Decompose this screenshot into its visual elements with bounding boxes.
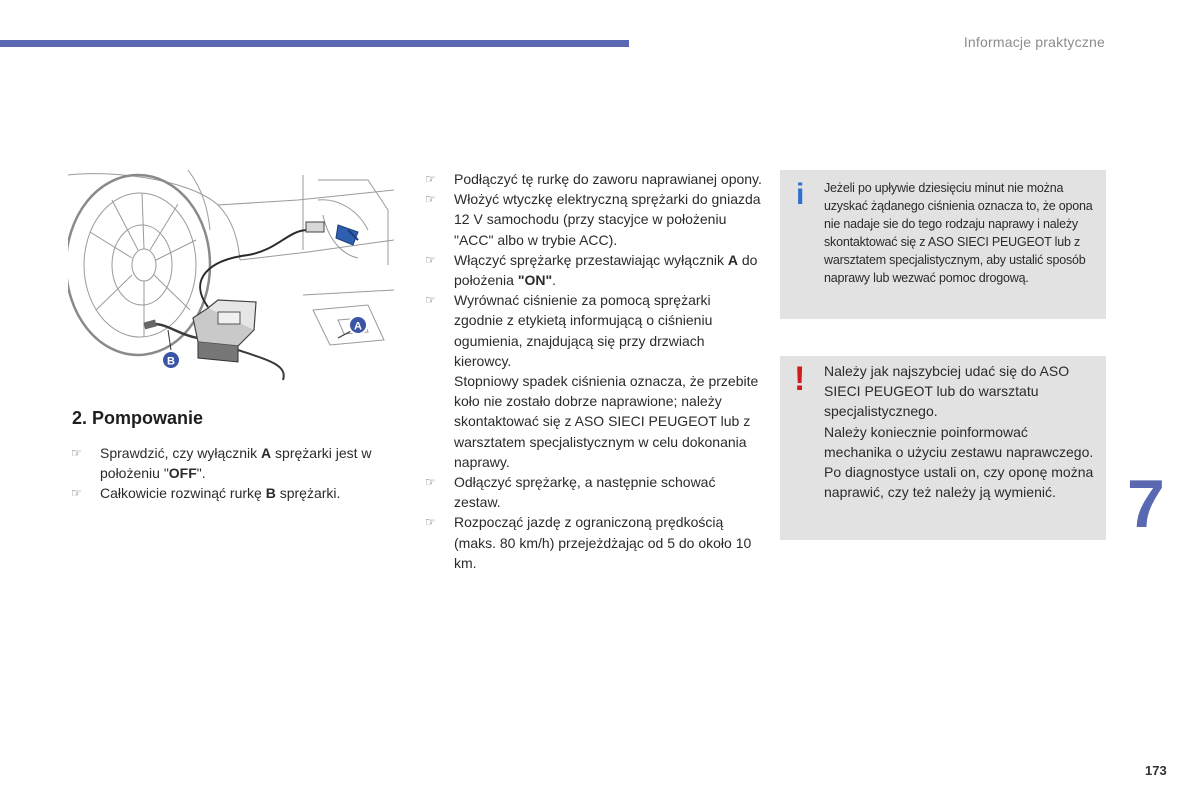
step-text: sprężarki jest w położeniu " [100, 445, 372, 482]
header-accent-bar [0, 40, 629, 47]
compressor-illustration [68, 170, 394, 386]
step-text-bold: A [727, 251, 738, 268]
step-text: ". [196, 465, 206, 482]
step-text: sprężarki. [275, 485, 341, 502]
warning-note-box [780, 356, 1106, 540]
step-item [71, 483, 401, 503]
step-item [71, 443, 401, 483]
warning-icon: ! [794, 360, 806, 398]
info-note-text: Jeżeli po upływie dziesięciu minut nie można uzyskać żądanego ciśnienia oznacza to, że opona nie nadaje sie do tego rodzaju naprawy i należy skontaktować się z ASO SIECI PEUGEOT lub z warsztatem specjalistycznym, aby ustalić sposób naprawy lub wezwać pomoc drogową. [824, 181, 1093, 285]
pointing-hand-icon: ☞ [425, 172, 436, 186]
step-text-bold: OFF [168, 465, 197, 482]
info-note-box [780, 170, 1106, 319]
step-item [425, 290, 763, 472]
pointing-hand-icon: ☞ [71, 446, 82, 460]
step-item [425, 189, 763, 250]
step-extra-text: Stopniowy spadek ciśnienia oznacza, że przebite koło nie zostało dobrze naprawione; należy skontaktować się z ASO SIECI PEUGEOT lub z warsztatem specjalistycznym w celu dokonania naprawy. [454, 373, 759, 470]
step-text: Wyrównać ciśnienie za pomocą sprężarki zgodnie z etykietą informującą o ciśnieniu ogumienia, znajdującą się przy drzwiach kierowcy. [454, 292, 713, 369]
step-text: . [552, 272, 556, 289]
page-number: 173 [1145, 763, 1167, 778]
warning-note-paragraph-2: Należy koniecznie poinformować mechanika o użyciu zestawu naprawczego. Po diagnostyce ustali on, czy oponę można naprawić, czy też należy ją wymienić. [824, 423, 1094, 501]
pointing-hand-icon: ☞ [425, 192, 436, 207]
step-text: Włączyć sprężarkę przestawiając wyłącznik [454, 251, 728, 268]
step-text-bold: A [261, 445, 272, 461]
steps-list-left [71, 443, 401, 504]
pointing-hand-icon: ☞ [71, 486, 82, 501]
step-text: Całkowicie rozwinąć rurkę [100, 485, 266, 502]
step-item [425, 250, 763, 290]
step-text-bold: B [265, 485, 276, 502]
pointing-hand-icon: ☞ [425, 293, 436, 308]
warning-note-paragraph-1: Należy jak najszybciej udać się do ASO SIECI PEUGEOT lub do warsztatu specjalistycznego. [824, 363, 1070, 420]
pointing-hand-icon: ☞ [425, 475, 436, 490]
callout-a-label: A [354, 320, 362, 333]
info-icon: i [796, 178, 805, 211]
step-item [425, 472, 763, 512]
step-text: do położenia [454, 251, 758, 289]
pointing-hand-icon: ☞ [425, 515, 436, 530]
step-text: Rozpocząć jazdę z ograniczoną prędkością (maks. 80 km/h) przejeżdżając od 5 do około 10 km. [454, 514, 752, 571]
section-heading: 2. Pompowanie [72, 408, 204, 428]
step-item [425, 512, 763, 573]
step-text: Podłączyć tę rurkę do zaworu naprawianej opony. [454, 171, 762, 187]
step-text: Sprawdzić, czy wyłącznik [100, 445, 262, 461]
step-text: Włożyć wtyczkę elektryczną sprężarki do gniazda 12 V samochodu (przy stacyjce w położeniu "ACC" albo w trybie ACC). [454, 191, 761, 248]
pointing-hand-icon: ☞ [425, 252, 436, 267]
section-header: Informacje praktyczne [963, 34, 1105, 50]
step-text-bold: "ON" [517, 272, 553, 289]
step-item [425, 169, 763, 189]
step-text: Odłączyć sprężarkę, a następnie schować zestaw. [454, 474, 716, 511]
callout-b-label: B [167, 355, 175, 368]
chapter-number: 7 [1127, 466, 1165, 542]
steps-list-right [425, 169, 763, 573]
